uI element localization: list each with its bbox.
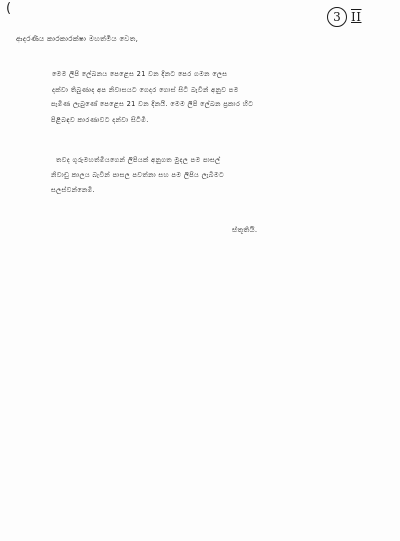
closing-signoff: ස්තූතියි.	[232, 226, 258, 234]
paragraph-2-line-2: නිවාඩු කාලය බැවින් පාසල පවත්නා සහ පම ලිපිය ලැබීමට	[51, 171, 225, 179]
paragraph-1-line-1: මෙම ලිපි ලේඛනය පෙළෙස 21 වන දිනට පෙර ගමන ලෙස	[52, 70, 228, 78]
page-number	[327, 6, 361, 28]
salutation-line: ආදරණීය කාරකාරක්ෂා මහත්මිය වෙත,	[16, 35, 139, 43]
roman-page-number: II	[351, 10, 362, 24]
paragraph-1-line-2: දක්වා තිබුණාද අප නිවාසයට ගෙදර ගොස් සිටි බැවින් අනුව පම	[52, 86, 239, 94]
paragraph-1-line-4: පිළිබඳව කාරණාවට දන්වා සිටිමි.	[51, 116, 149, 124]
edge-mark: (	[6, 1, 12, 16]
paragraph-2-line-3: සලස්වන්නෙමි.	[51, 186, 96, 194]
paragraph-1-line-3: පැමිණ ලැබුණේ පෙළෙස 21 වන දිනයි. මෙම ලිපි ලේඛන ප්‍රකාර හිට	[51, 100, 254, 108]
circled-page-number: 3	[327, 7, 347, 27]
paragraph-2-line-1: තවද ගුරුමහත්මියගෙන් ලිපියක් අනුගත මුදල පම පාසල්	[56, 156, 221, 164]
